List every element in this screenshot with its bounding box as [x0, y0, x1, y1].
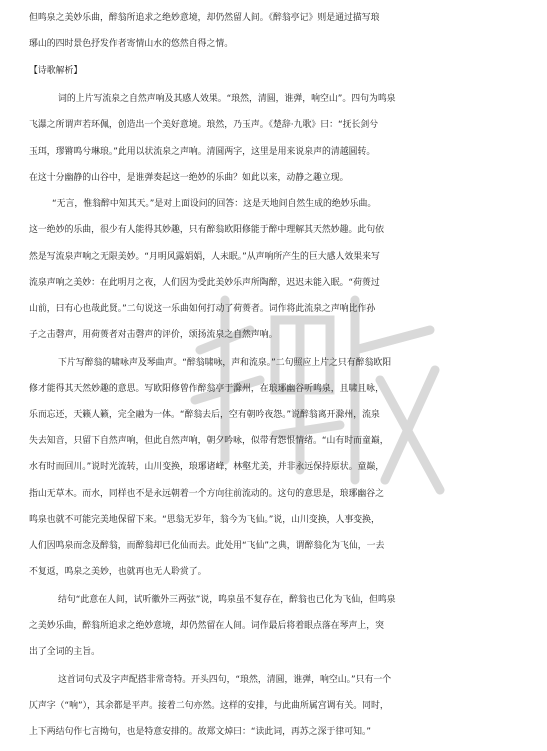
text-line: 人们因鸣泉而念及醉翁，而醉翁却已化仙而去。此处用“飞仙”之典，谓醉翁化为飞仙，一去	[29, 541, 385, 551]
text-line: 流泉声响之美妙：在此明月之夜，人们因为受此美妙乐声所陶醉，迟迟未能入眠。“荷蒉过	[29, 278, 380, 288]
text-line: 下片写醉翁的啸咏声及琴曲声。“醉翁啸咏，声和流泉。”二句照应上片之只有醉翁欧阳	[58, 358, 392, 368]
text-line: 这首词句式及字声配搭非常奇特。开头四句，“琅然，清圆，谁弹，响空山。”只有一个	[58, 675, 392, 685]
section-heading: 【诗歌解析】	[29, 66, 83, 76]
text-line: 鸣泉也就不可能完美地保留下来。“思翁无岁年，翁今为飞仙。”说，山川变换，人事变换，	[29, 515, 380, 525]
text-line: “无言，惟翁醉中知其天。”是对上面设问的回答：这是天地间自然生成的绝妙乐曲。	[52, 199, 377, 209]
text-line: 之美妙乐曲，醉翁所追求之绝妙意境，却仍然留在人间。词作最后将着眼点落在琴声上，突	[29, 621, 384, 631]
text-line: 琊山的四时景色抒发作者寄情山水的悠然自得之情。	[29, 39, 234, 49]
text-line: 不复返，鸣泉之美妙，也就再也无人聆赏了。	[29, 567, 207, 577]
text-line: 但鸣泉之美妙乐曲，醉翁所追求之绝妙意境，却仍然留人间。《醉翁亭记》则是通过描写琅	[29, 13, 380, 23]
text-line: 玉珥，璆锵鸣兮琳琅。”此用以状流泉之声响。清圆两字，这里是用来说泉声的清越圆转。	[29, 147, 376, 157]
text-line: 出了全词的主旨。	[29, 647, 100, 657]
text-line: 修才能得其天然妙趣的意思。写欧阳修曾作醉翁亭于滁州，在琅琊幽谷听鸣泉，且啸且咏，	[29, 384, 384, 394]
text-line: 飞瀑之所谓声若环佩，创造出一个美好意境。琅然，乃玉声。《楚辞·九歌》曰：“抚长剑兮	[29, 120, 379, 130]
text-line: 山前，曰有心也哉此贤。”二句说这一乐曲如何打动了荷蒉者。词作将此流泉之声响比作孙	[29, 304, 376, 314]
text-line: 乐而忘还，天籁人籁，完全融为一体。“醉翁去后，空有朝吟夜怨。”说醉翁离开滁州，流泉	[29, 410, 380, 420]
text-line: 指山无草木。而水，同样也不是永远朝着一个方向往前流动的。这句的意思是，琅琊幽谷之	[29, 489, 384, 499]
text-line: 水有时而回川。”说时光流转，山川变换，琅琊诸峰，林壑尤美，并非永远保持原状。童巅，	[29, 462, 385, 472]
text-line: 然是写流泉声响之无限美妙。“月明风露娟娟，人未眠。”从声响所产生的巨大感人效果来写	[29, 252, 380, 262]
text-line: 在这十分幽静的山谷中，是谁弹奏起这一绝妙的乐曲？如此以来，动静之趣立现。	[29, 173, 349, 183]
text-line: 这一绝妙的乐曲，很少有人能得其妙趣，只有醉翁欧阳修能于醉中理解其天然妙趣。此句依	[29, 225, 384, 235]
text-line: 上下两结句作七言拗句，也是特意安排的。故郑文焯曰：“读此词，再苏之深于律可知。”	[29, 727, 371, 737]
text-line: 仄声字（“响”），其余都是平声。接着二句亦然。这样的安排，与此曲所属宫调有关。同时，	[29, 701, 389, 711]
text-line: 结句“此意在人间，试听徽外三两弦”说，鸣泉虽不复存在，醉翁也已化为飞仙，但鸣泉	[58, 595, 396, 605]
text-line: 词的上片写流泉之自然声响及其感人效果。“琅然，清圆，谁弹，响空山”。四句为鸣泉	[58, 94, 396, 104]
text-line: 子之击磬声，用荷蒉者对击磬声的评价，颂扬流泉之自然声响。	[29, 330, 278, 340]
text-line: 失去知音，只留下自然声响，但此自然声响，朝夕吟咏，似带有怨恨情绪。“山有时而童巅，	[29, 436, 389, 446]
